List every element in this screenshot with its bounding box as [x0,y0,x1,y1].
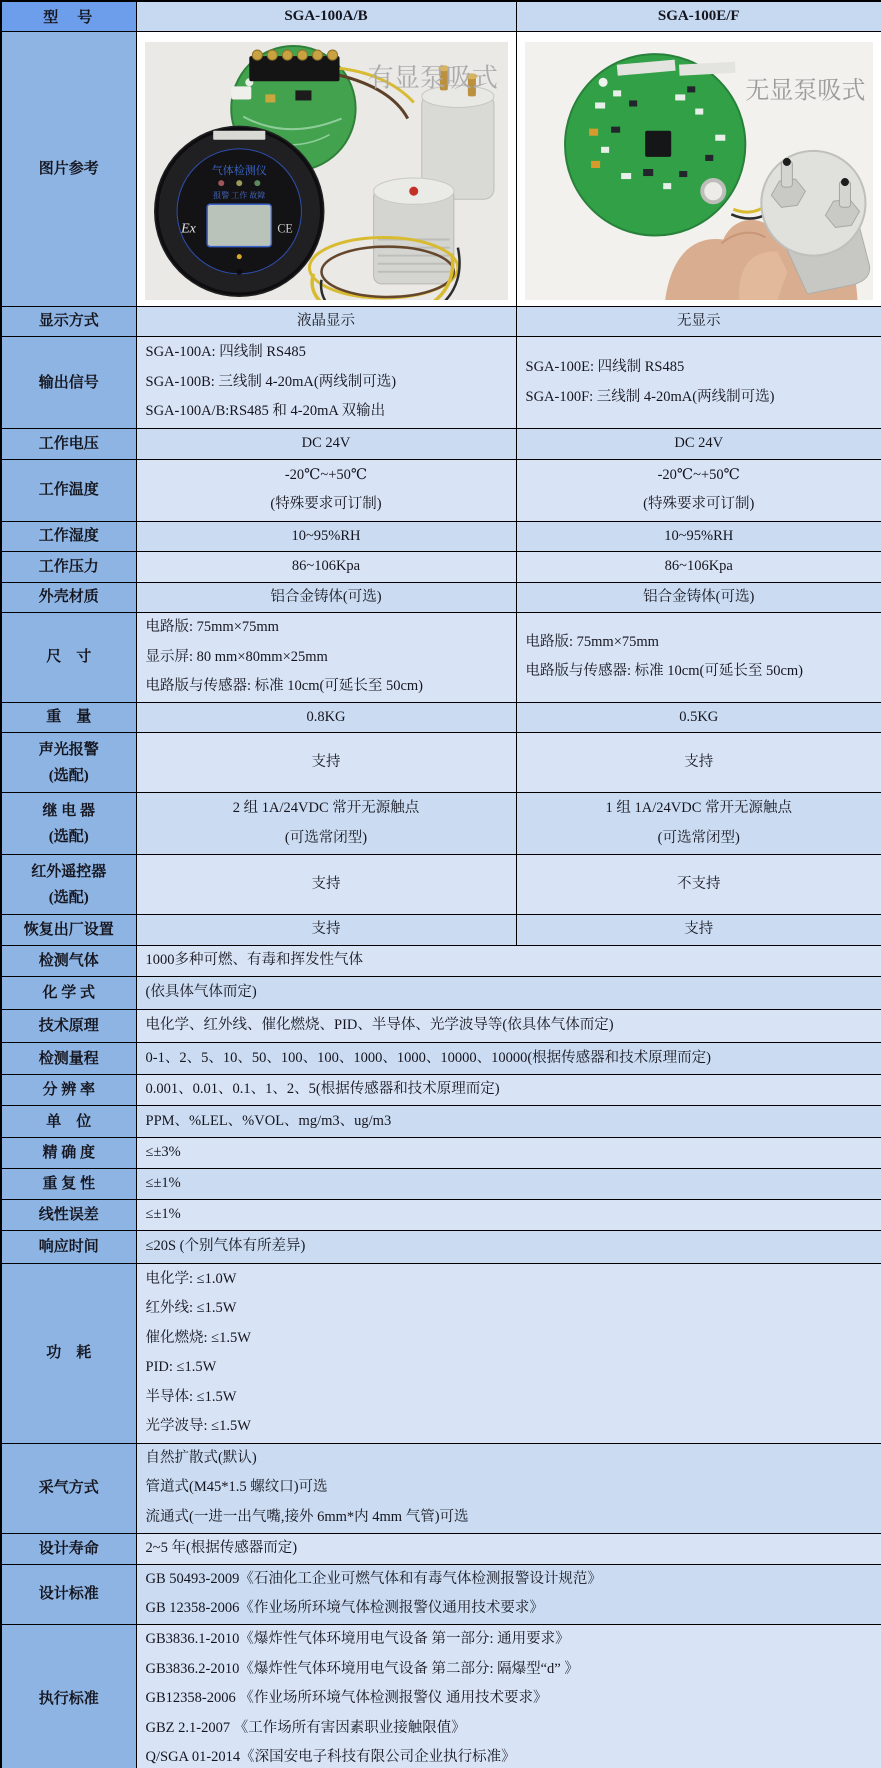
spec-row [1,1138,881,1169]
spec-value-text: SGA-100A/B:RS485 和 4-20mA 双输出 [145,403,386,420]
spec-row [1,1230,881,1263]
spec-value-cell [136,429,516,460]
spec-value-cell [516,306,881,337]
spec-value-text: 支持 [684,921,714,938]
model-a-b-header: SGA-100A/B [136,1,516,31]
watermark-left-text: 有显泵吸式 [367,62,498,92]
spec-row [1,613,881,703]
spec-value-text: 86~106Kpa [664,558,733,574]
spec-value-text: 支持 [311,875,341,892]
spec-value-text: 0.001、0.01、0.1、1、2、5(根据传感器和技术原理而定) [145,1081,500,1098]
spec-row [1,1263,881,1443]
row-label-text: 功 耗 [46,1345,92,1361]
spec-value-cell [136,1533,881,1564]
row-label-text: 检测量程 [38,1050,99,1067]
row-label-text: 重 复 性 [42,1175,95,1192]
ce-mark-text: CE [276,220,293,235]
spec-value-text: 无显示 [677,312,721,329]
spec-value-text: 2~5 年(根据传感器而定) [145,1539,298,1556]
spec-value-text: 10~95%RH [664,527,734,544]
row-label [1,1106,136,1138]
row-label-text: (选配) [48,828,89,845]
row-label-text: 尺 寸 [46,649,92,666]
spec-row [1,1106,881,1138]
row-label [1,1199,136,1230]
spec-row [1,521,881,552]
image-reference-row [1,31,881,306]
row-label [1,946,136,977]
row-label-text: (选配) [48,767,89,784]
spec-value-cell [136,855,516,915]
row-label [1,793,136,855]
spec-row [1,1043,881,1075]
row-label [1,733,136,793]
spec-value-text: -20℃~+50℃ [284,466,368,483]
spec-value-cell [136,1043,881,1075]
row-label [1,459,136,521]
spec-row [1,733,881,793]
row-label-text: 技术原理 [38,1018,99,1034]
spec-value-text: ≤±3% [145,1144,181,1161]
row-label-text: 响应时间 [38,1238,99,1255]
row-label [1,702,136,733]
spec-value-text: SGA-100A: 四线制 RS485 [145,344,306,361]
row-label-text: 工作温度 [38,482,99,498]
spec-value-text: 液晶显示 [297,312,355,329]
spec-row [1,582,881,613]
spec-value-cell [136,1075,881,1106]
row-label-text: 恢复出厂设置 [23,922,114,938]
spec-value-text: SGA-100F: 三线制 4-20mA(两线制可选) [525,388,775,405]
row-label [1,552,136,583]
spec-row [1,1169,881,1200]
spec-value-text: 半导体: ≤1.5W [145,1388,237,1405]
row-label-text: 设计标准 [38,1586,99,1602]
spec-value-text: (可选常闭型) [284,829,368,846]
spec-row [1,855,881,915]
product-photo-right-graphic [525,42,874,300]
row-label [1,1169,136,1200]
row-label [1,855,136,915]
watermark-right-text: 无显泵吸式 [744,77,865,104]
row-label-text: 精 确 度 [42,1145,95,1161]
spec-value-text: 1000多种可燃、有毒和挥发性气体 [145,952,363,969]
product-photo-right [525,42,874,300]
spec-value-text: GBZ 2.1-2007 《工作场所有害因素职业接触限值》 [145,1719,466,1736]
row-label [1,306,136,337]
spec-row [1,1199,881,1230]
row-label-text: 分 辨 率 [42,1082,95,1098]
row-label-text: (选配) [48,889,89,906]
spec-row [1,459,881,521]
spec-row [1,946,881,977]
row-label-text: 线性误差 [38,1206,99,1223]
spec-value-cell [136,582,516,613]
spec-value-text: GB12358-2006 《作业场所环境气体检测报警仪 通用技术要求》 [145,1690,548,1706]
spec-value-cell [136,1230,881,1263]
spec-value-cell [136,552,516,583]
spec-value-text: 电路版: 75mm×75mm [145,619,279,635]
spec-value-text: ≤±1% [145,1205,181,1222]
spec-value-text: 催化燃烧: ≤1.5W [145,1329,251,1346]
product-photo-left [145,42,508,300]
spec-value-text: 电路版与传感器: 标准 10cm(可延长至 50cm) [145,678,423,694]
row-label-text: 重 量 [46,709,92,726]
spec-value-text: GB 12358-2006《作业场所环境气体检测报警仪通用技术要求》 [145,1600,544,1616]
spec-value-cell [516,582,881,613]
spec-value-text: (特殊要求可订制) [270,496,382,512]
row-label-text: 外壳材质 [38,589,99,606]
spec-row [1,1010,881,1043]
spec-value-text: GB 50493-2009《石油化工企业可燃气体和有毒气体检测报警设计规范》 [145,1570,602,1587]
spec-value-cell [516,733,881,793]
spec-value-cell [516,915,881,946]
spec-value-text: 支持 [311,753,341,770]
spec-value-cell [516,613,881,703]
row-label-text: 输出信号 [38,374,99,391]
spec-value-text: 管道式(M45*1.5 螺纹口)可选 [145,1479,328,1496]
spec-value-text: 红外线: ≤1.5W [145,1300,237,1316]
row-label [1,1624,136,1768]
spec-value-cell [136,793,516,855]
row-label-text: 工作压力 [38,558,99,575]
spec-row [1,702,881,733]
row-label [1,337,136,429]
spec-value-cell [136,977,881,1010]
spec-row [1,1624,881,1768]
spec-value-cell [516,337,881,429]
spec-value-cell [136,915,516,946]
detector-head-icon [154,125,324,296]
pcb-board-icon [565,54,745,235]
spec-value-text: (依具体气体而定) [145,984,257,1001]
spec-value-text: SGA-100B: 三线制 4-20mA(两线制可选) [145,373,397,390]
spec-value-cell [136,1443,881,1533]
row-label [1,582,136,613]
spec-value-text: GB3836.1-2010《爆炸性气体环境用电气设备 第一部分: 通用要求》 [145,1631,570,1647]
row-label-text: 采气方式 [38,1480,99,1496]
spec-value-cell [136,1106,881,1138]
spec-value-cell [516,429,881,460]
spec-value-cell [136,702,516,733]
spec-value-cell [136,521,516,552]
spec-row [1,977,881,1010]
spec-value-cell [136,1169,881,1200]
spec-value-text: 铝合金铸体(可选) [270,588,382,605]
spec-value-text: 自然扩散式(默认) [145,1449,257,1466]
spec-row [1,306,881,337]
spec-value-cell [516,855,881,915]
spec-value-text: 电路版与传感器: 标准 10cm(可延长至 50cm) [525,663,803,680]
spec-value-text: DC 24V [301,435,351,451]
row-label-text: 工作电压 [38,435,99,452]
spec-row [1,552,881,583]
model-label-cell: 型 号 [1,1,136,31]
spec-value-text: 铝合金铸体(可选) [643,588,755,605]
row-label [1,613,136,703]
row-label-text: 设计寿命 [38,1540,99,1557]
row-label [1,977,136,1010]
row-label-text: 化 学 式 [42,985,95,1001]
spec-value-text: 电路版: 75mm×75mm [525,633,659,650]
spec-value-text: ≤20S (个别气体有所差异) [145,1237,306,1254]
spec-row [1,1564,881,1624]
spec-value-cell [136,1138,881,1169]
spec-row [1,429,881,460]
spec-value-cell [516,702,881,733]
spec-value-text: Q/SGA 01-2014《深国安电子科技有限公司企业执行标准》 [145,1749,516,1765]
spec-row [1,1075,881,1106]
spec-value-cell [136,946,881,977]
row-label-text: 继 电 器 [42,802,95,819]
spec-value-cell [136,1564,881,1624]
spec-value-cell [136,1263,881,1443]
spec-value-cell [136,337,516,429]
spec-value-text: ≤±1% [145,1175,181,1191]
spec-value-cell [136,459,516,521]
spec-value-text: GB3836.2-2010《爆炸性气体环境用电气设备 第二部分: 隔爆型“d” 》 [145,1660,579,1677]
model-e-f-header: SGA-100E/F [516,1,881,31]
spec-value-text: 显示屏: 80 mm×80mm×25mm [145,648,328,665]
spec-value-text: 0.8KG [306,708,346,725]
spec-value-text: SGA-100E: 四线制 RS485 [525,359,685,375]
spec-value-cell [516,459,881,521]
device-title-text: 气体检测仪 [211,164,267,177]
row-label-text: 执行标准 [38,1690,99,1707]
row-label-text: 显示方式 [38,313,99,330]
spec-rows-body [1,306,881,1768]
spec-value-text: PPM、%LEL、%VOL、mg/m3、ug/m3 [145,1112,392,1129]
row-label [1,915,136,946]
spec-value-text: 10~95%RH [291,527,361,544]
row-label [1,1443,136,1533]
spec-value-text: 86~106Kpa [291,558,361,574]
row-label [1,429,136,460]
spec-value-cell [516,552,881,583]
spec-value-cell [136,733,516,793]
spec-value-text: 支持 [311,921,341,938]
spec-value-cell [136,1010,881,1043]
row-label-text: 单 位 [46,1113,92,1130]
spec-value-text: 流通式(一进一出气嘴,接外 6mm*内 4mm 气管)可选 [145,1508,469,1525]
spec-value-text: -20℃~+50℃ [657,466,740,483]
sensor-cylinder-red-dot-icon [373,178,453,284]
spec-row [1,1533,881,1564]
spec-value-text: 2 组 1A/24VDC 常开无源触点 [232,800,420,816]
row-label-text: 图片参考 [38,160,99,177]
spec-value-text: (特殊要求可订制) [643,496,755,512]
spec-value-text: 光学波导: ≤1.5W [145,1418,251,1434]
model-header-row [1,1,881,31]
spec-value-cell [516,793,881,855]
row-label [1,1230,136,1263]
row-label [1,1138,136,1169]
spec-value-text: 电化学: ≤1.0W [145,1270,237,1287]
row-label [1,1564,136,1624]
spec-value-cell [136,1199,881,1230]
photo-cell-left [136,31,516,306]
ex-mark-text: Ex [180,219,196,236]
product-photo-left-graphic [145,42,508,300]
spec-value-cell [136,306,516,337]
image-row-label [1,31,136,306]
row-label [1,1263,136,1443]
spec-value-text: 支持 [684,753,714,770]
spec-value-text: PID: ≤1.5W [145,1359,217,1375]
spec-value-text: DC 24V [674,435,724,451]
row-label [1,1533,136,1564]
row-label [1,1043,136,1075]
spec-value-cell [516,521,881,552]
spec-value-text: 电化学、红外线、催化燃烧、PID、半导体、光学波导等(依具体气体而定) [145,1017,614,1034]
spec-value-text: 不支持 [677,875,721,892]
row-label-text: 红外遥控器 [31,863,107,880]
spec-value-cell [136,613,516,703]
spec-value-text: 0.5KG [679,708,719,725]
spec-value-text: 1 组 1A/24VDC 常开无源触点 [605,800,792,816]
photo-cell-right [516,31,881,306]
spec-value-text: 0-1、2、5、10、50、100、100、1000、1000、10000、10000(根据传感器和技术原理而定) [145,1049,711,1066]
spec-value-text: (可选常闭型) [657,829,740,846]
spec-value-cell [136,1624,881,1768]
row-label-text: 工作湿度 [38,528,99,545]
row-label [1,521,136,552]
spec-row [1,1443,881,1533]
row-label-text: 检测气体 [38,953,99,969]
spec-row [1,793,881,855]
row-label [1,1010,136,1043]
spec-row [1,915,881,946]
spec-row [1,337,881,429]
row-label [1,1075,136,1106]
row-label-text: 声光报警 [38,741,99,758]
led-labels-text: 报警 工作 故障 [212,190,265,200]
